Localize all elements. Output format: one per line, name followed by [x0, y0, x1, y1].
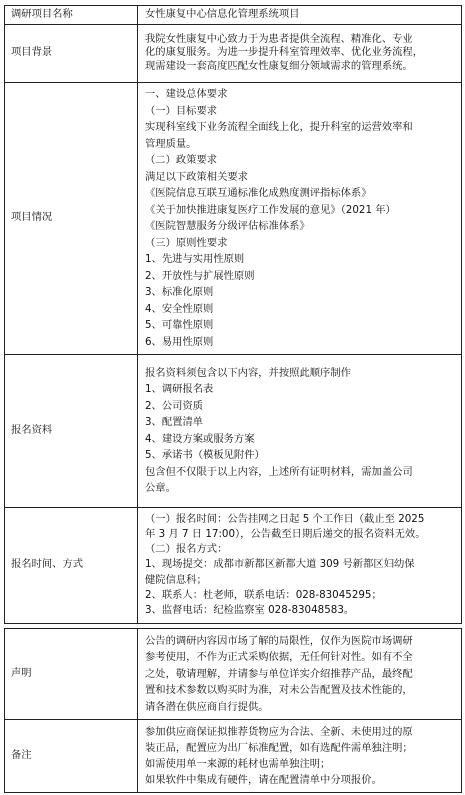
text-line: 请各潜在供应商自行提供。	[145, 700, 269, 713]
text-line: 管理质量。	[145, 137, 197, 150]
remark-label: 备注	[5, 720, 138, 793]
text-line: 年 3 月 7 日 17:00），公告截至日期后递交的报名资料无效。	[145, 527, 426, 540]
survey-info-table	[4, 5, 462, 624]
text-line: 4、安全性原则	[145, 302, 214, 315]
text-line: 3、配置清单	[145, 416, 204, 428]
text-line: 置和技术参数以购买时为准，对未公告配置及技术性能的，	[145, 684, 413, 697]
text-line: 公告的调研内容因市场了解的局限性，仅作为医院市场调研	[145, 634, 413, 647]
time-method-label: 报名时间、方式	[5, 507, 138, 623]
text-line: 3、标准化原则	[145, 286, 214, 298]
project-name-label: 调研项目名称	[5, 6, 138, 25]
text-line: 1、先进与实用性原则	[145, 253, 245, 265]
text-line: 实现科室线下业务流程全面线上化，提升科室的运营效率和	[145, 121, 413, 133]
text-line: 如果软件中集成有硬件，请在配置清单中分项报价。	[145, 774, 382, 786]
text-line: 报名资料须包含以下内容，并按照此顺序制作	[145, 366, 351, 379]
text-line: （二）政策要求	[145, 154, 218, 166]
text-line: 2、公司资质	[145, 399, 204, 412]
remark-content	[138, 720, 462, 793]
materials-content	[138, 354, 462, 507]
text-line: 我院女性康复中心致力于为患者提供全流程、精准化、专业	[145, 32, 413, 45]
project-name-value: 女性康复中心信息化管理系统项目	[138, 6, 462, 25]
text-line: （一）报名时间：公告挂网之日起 5 个工作日（截止至 2025	[145, 512, 425, 525]
text-line: 包含但不仅限于以上内容，上述所有证明材料，需加盖公司	[145, 465, 413, 478]
text-line: 装正品，配置应为出厂标准配置，如有选配件需单独注明；	[145, 742, 413, 754]
background-row	[5, 24, 462, 82]
text-line: 2、开放性与扩展性原则	[145, 269, 255, 282]
text-line: 《医院智慧服务分级评估标准体系》	[145, 220, 310, 232]
text-line: 5、承诺书（模板见附件）	[145, 449, 265, 461]
text-line: 化的康复服务。为进一步提升科室管理效率、优化业务流程，	[145, 46, 424, 59]
text-line: 2、联系人：杜老师，联系电话：028-83045295；	[145, 588, 382, 601]
text-line: 4、建设方案或服务方案	[145, 432, 255, 445]
text-line: 5、可靠性原则	[145, 319, 214, 331]
statement-label: 声明	[5, 629, 138, 720]
background-label: 项目背景	[5, 24, 138, 82]
text-line: （三）原则性要求	[145, 236, 228, 249]
text-line: 之处，敬请理解，并请参与单位详实介绍推荐产品，最终配	[145, 667, 413, 680]
text-line: 健院信息科；	[145, 573, 207, 586]
text-line: 参加供应商保证拟推荐货物应为合法、全新、未使用过的原	[145, 726, 413, 738]
situation-label: 项目情况	[5, 82, 138, 354]
text-line: 现需建设一套高度匹配女性康复细分领域需求的管理系统。	[145, 59, 413, 72]
materials-row	[5, 354, 462, 507]
statement-row	[5, 629, 462, 720]
text-line: 参考使用，不作为正式采购依据，无任何针对性。如有不全	[145, 651, 413, 664]
text-line: 《关于加快推进康复医疗工作发展的意见》（2021 年）	[145, 203, 396, 216]
background-content	[138, 24, 462, 82]
text-line: 6、易用性原则	[145, 335, 214, 348]
text-line: 《医院信息互联互通标准化成熟度测评指标体系》	[145, 187, 372, 199]
situation-row	[5, 82, 462, 354]
text-line: （一）目标要求	[145, 104, 218, 117]
time-method-row	[5, 507, 462, 623]
text-line: 3、监督电话：纪检监察室 028-83048583。	[145, 604, 355, 616]
text-line: 如需使用单一来源的耗材也需单独注明；	[145, 758, 331, 770]
text-line: 满足以下政策相关要求	[145, 170, 248, 183]
text-line: 1、现场提交：成都市新都区新都大道 309 号新都区妇幼保	[145, 558, 415, 571]
text-line: 一、建设总体要求	[145, 88, 228, 100]
text-line: 公章。	[145, 482, 176, 494]
statement-content	[138, 629, 462, 720]
text-line: 1、调研报名表	[145, 383, 214, 395]
materials-label: 报名资料	[5, 354, 138, 507]
situation-content	[138, 82, 462, 354]
header-row	[5, 6, 462, 25]
remark-row	[5, 720, 462, 793]
time-method-content	[138, 507, 462, 623]
statement-table	[4, 628, 462, 793]
text-line: （二）报名方式：	[145, 543, 228, 556]
